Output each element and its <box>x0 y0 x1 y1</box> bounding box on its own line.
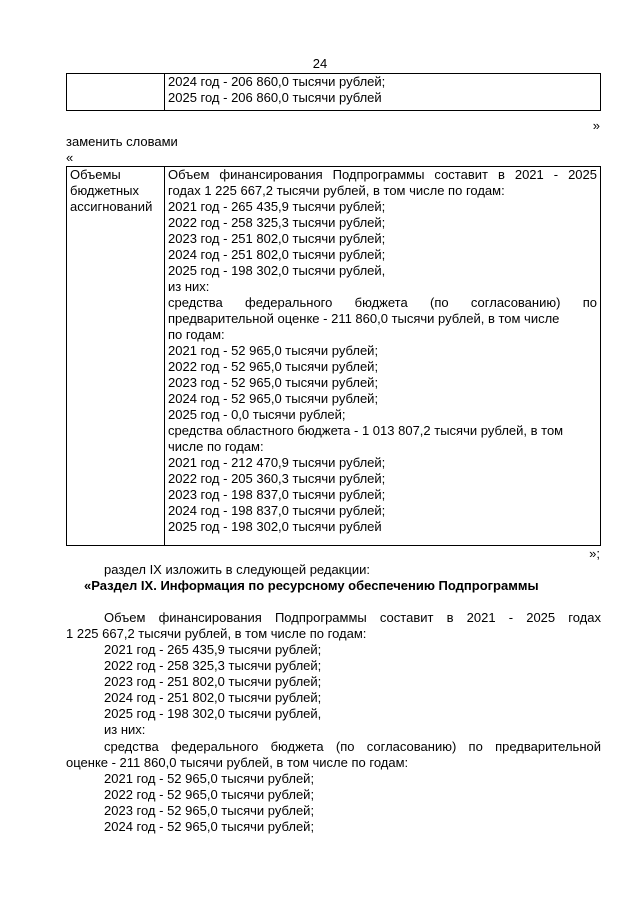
year-line: 2023 год - 251 802,0 тысячи рублей; <box>104 674 322 689</box>
paragraph-line: оценке - 211 860,0 тысячи рублей, в том числе по годам: <box>66 755 409 770</box>
federal-year-list <box>104 771 314 835</box>
year-line: 2024 год - 198 837,0 тысячи рублей; <box>168 503 386 518</box>
year-line: 2022 год - 258 325,3 тысячи рублей; <box>168 215 386 230</box>
year-line: 2022 год - 205 360,3 тысячи рублей; <box>168 471 386 486</box>
table-line: 2024 год - 206 860,0 тысячи рублей; <box>168 74 386 89</box>
year-line: 2024 год - 251 802,0 тысячи рублей; <box>104 690 322 705</box>
of-them-line: из них: <box>104 722 146 737</box>
table-line: предварительной оценке - 211 860,0 тысячи рублей, в том числе <box>168 311 560 326</box>
year-line: 2024 год - 52 965,0 тысячи рублей; <box>168 391 379 406</box>
table-line: средства областного бюджета - 1 013 807,2 тысячи рублей, в том <box>168 423 564 438</box>
section-instruction: раздел IX изложить в следующей редакции: <box>104 562 370 577</box>
year-line: 2021 год - 265 435,9 тысячи рублей; <box>104 642 322 657</box>
page-number: 24 <box>312 56 328 71</box>
closing-quote: »; <box>589 546 600 561</box>
year-line: 2022 год - 52 965,0 тысячи рублей; <box>168 359 379 374</box>
year-line: 2022 год - 52 965,0 тысячи рублей; <box>104 787 315 802</box>
continued-table <box>66 73 601 111</box>
budget-allocations-table <box>66 166 601 546</box>
table-value-cell <box>165 74 601 111</box>
year-line: 2023 год - 251 802,0 тысячи рублей; <box>168 231 386 246</box>
label-line: Объемы <box>70 167 121 182</box>
year-line: 2021 год - 212 470,9 тысячи рублей; <box>168 455 386 470</box>
year-line: 2023 год - 52 965,0 тысячи рублей; <box>104 803 315 818</box>
federal-paragraph <box>66 739 601 771</box>
closing-quote: » <box>592 118 600 133</box>
year-list <box>104 642 321 738</box>
table-line: из них: <box>168 279 210 294</box>
year-line: 2023 год - 198 837,0 тысячи рублей; <box>168 487 386 502</box>
table-line: 2025 год - 206 860,0 тысячи рублей <box>168 90 382 105</box>
table-line: Объем финансирования Подпрограммы составит в 2021 - 2025 <box>168 167 597 182</box>
table-line: по годам: <box>168 327 225 342</box>
label-cell <box>67 167 165 546</box>
value-cell <box>165 167 601 546</box>
year-line: 2023 год - 52 965,0 тысячи рублей; <box>168 375 379 390</box>
opening-quote: « <box>66 150 74 165</box>
table-line: числе по годам: <box>168 439 264 454</box>
year-line: 2021 год - 52 965,0 тысячи рублей; <box>104 771 315 786</box>
label-line: ассигнований <box>70 199 153 214</box>
section-heading: «Раздел IX. Информация по ресурсному обеспечению Подпрограммы <box>84 578 539 593</box>
table-line: средства федерального бюджета (по согласованию) по <box>168 295 597 310</box>
year-line: 2025 год - 0,0 тысячи рублей; <box>168 407 346 422</box>
year-line: 2021 год - 52 965,0 тысячи рублей; <box>168 343 379 358</box>
year-line: 2022 год - 258 325,3 тысячи рублей; <box>104 658 322 673</box>
year-line: 2024 год - 52 965,0 тысячи рублей; <box>104 819 315 834</box>
year-line: 2025 год - 198 302,0 тысячи рублей, <box>168 263 386 278</box>
label-line: бюджетных <box>70 183 139 198</box>
year-line: 2025 год - 198 302,0 тысячи рублей <box>168 519 382 534</box>
paragraph-line: 1 225 667,2 тысячи рублей, в том числе по годам: <box>66 626 367 641</box>
year-line: 2021 год - 265 435,9 тысячи рублей; <box>168 199 386 214</box>
paragraph-line: Объем финансирования Подпрограммы составит в 2021 - 2025 годах <box>104 610 601 625</box>
paragraph-line: средства федерального бюджета (по согласованию) по предварительной <box>104 739 601 754</box>
funding-paragraph <box>66 610 601 642</box>
year-line: 2024 год - 251 802,0 тысячи рублей; <box>168 247 386 262</box>
year-line: 2025 год - 198 302,0 тысячи рублей, <box>104 706 322 721</box>
replace-instruction: заменить словами <box>66 134 178 149</box>
table-line: годах 1 225 667,2 тысячи рублей, в том числе по годам: <box>168 183 505 198</box>
empty-label-cell <box>67 74 165 111</box>
